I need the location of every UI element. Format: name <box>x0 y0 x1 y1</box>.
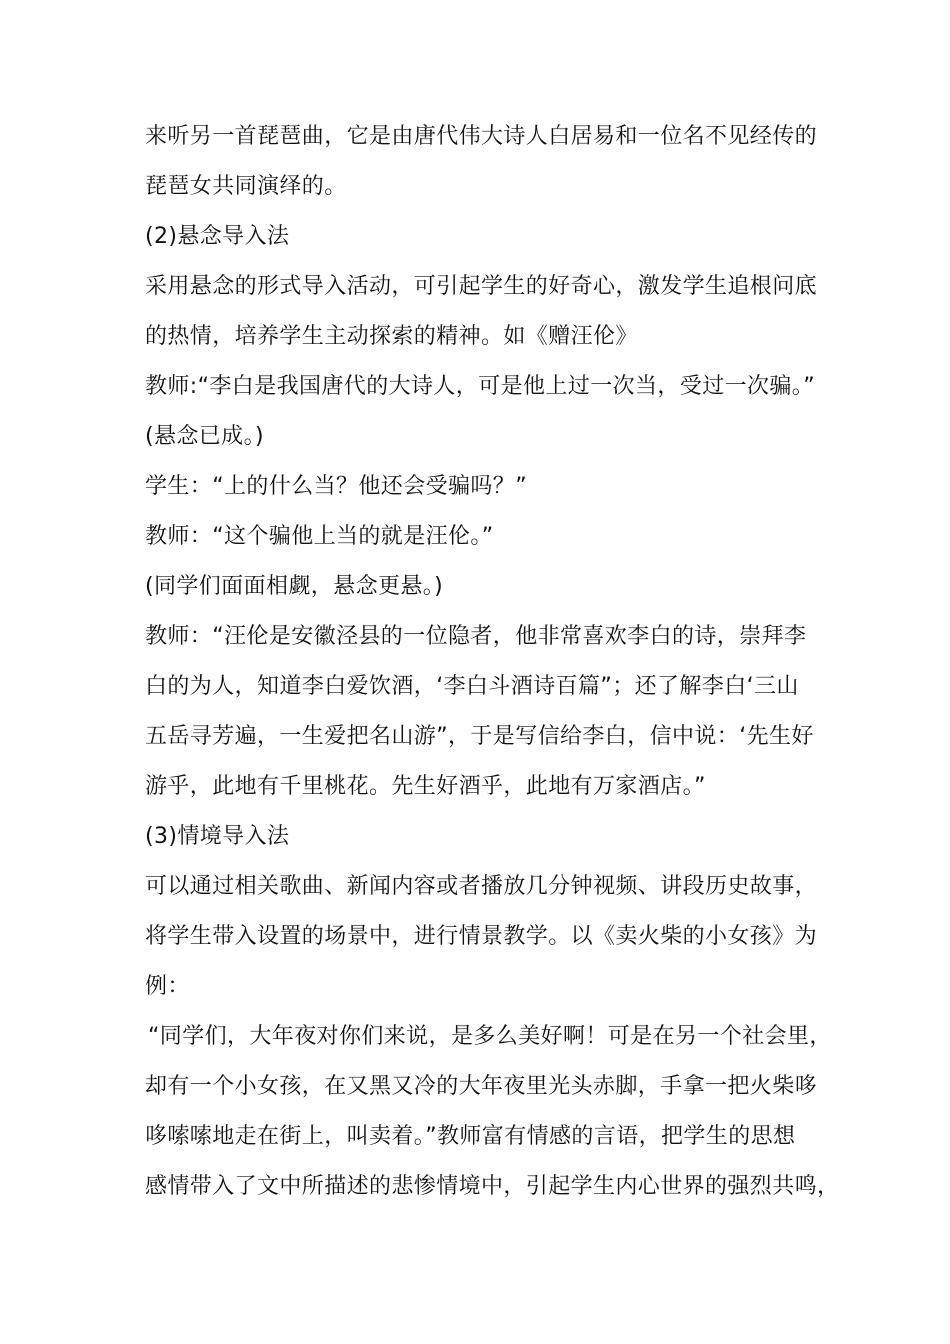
dialogue-line: 五岳寻芳遍，一生爱把名山游”，于是写信给李白，信中说：‘先生好 <box>145 724 814 749</box>
dialogue-line: 教师:“李白是我国唐代的大诗人，可是他上过一次当，受过一次骗。” <box>145 374 816 399</box>
section-heading: (2)悬念导入法 <box>145 224 290 249</box>
paragraph-line: 采用悬念的形式导入活动，可引起学生的好奇心，激发学生追根问底 <box>145 274 818 299</box>
dialogue-line: 白的为人，知道李白爱饮酒，‘李白斗酒诗百篇”；还了解李白‘三山 <box>145 674 799 699</box>
dialogue-line: 教师：“汪伦是安徽泾县的一位隐者，他非常喜欢李白的诗，崇拜李 <box>145 624 807 649</box>
paragraph-line: 来听另一首琵琶曲，它是由唐代伟大诗人白居易和一位名不见经传的 <box>145 124 818 149</box>
paragraph-line: 的热情，培养学生主动探索的精神。如《赠汪伦》 <box>145 324 638 349</box>
document-body <box>145 117 840 1217</box>
paragraph-line: 例： <box>145 974 190 999</box>
paragraph-line: 将学生带入设置的场景中，进行情景教学。以《卖火柴的小女孩》为 <box>145 924 818 949</box>
paragraph-line: 可以通过相关歌曲、新闻内容或者播放几分钟视频、讲段历史故事， <box>145 874 818 899</box>
quote-line: 却有一个小女孩，在又黑又冷的大年夜里光头赤脚，手拿一把火柴哆 <box>145 1074 818 1099</box>
dialogue-line: 学生：“上的什么当？他还会受骗吗？” <box>145 474 527 499</box>
dialogue-line: 教师：“这个骗他上当的就是汪伦。” <box>145 524 494 549</box>
paragraph-line: 感情带入了文中所描述的悲惨情境中，引起学生内心世界的强烈共鸣， <box>145 1174 840 1199</box>
section-heading: (3)情境导入法 <box>145 824 290 849</box>
paragraph-line: 琵琶女共同演绎的。 <box>145 174 347 199</box>
stage-note: (悬念已成。) <box>145 424 264 449</box>
stage-note: (同学们面面相觑，悬念更悬。) <box>145 574 444 599</box>
quote-line: “同学们，大年夜对你们来说，是多么美好啊！可是在另一个社会里， <box>148 1024 832 1049</box>
quote-line: 哆嗦嗦地走在街上，叫卖着。”教师富有情感的言语，把学生的思想 <box>145 1124 796 1149</box>
dialogue-line: 游乎，此地有千里桃花。先生好酒乎，此地有万家酒店。” <box>145 774 706 799</box>
